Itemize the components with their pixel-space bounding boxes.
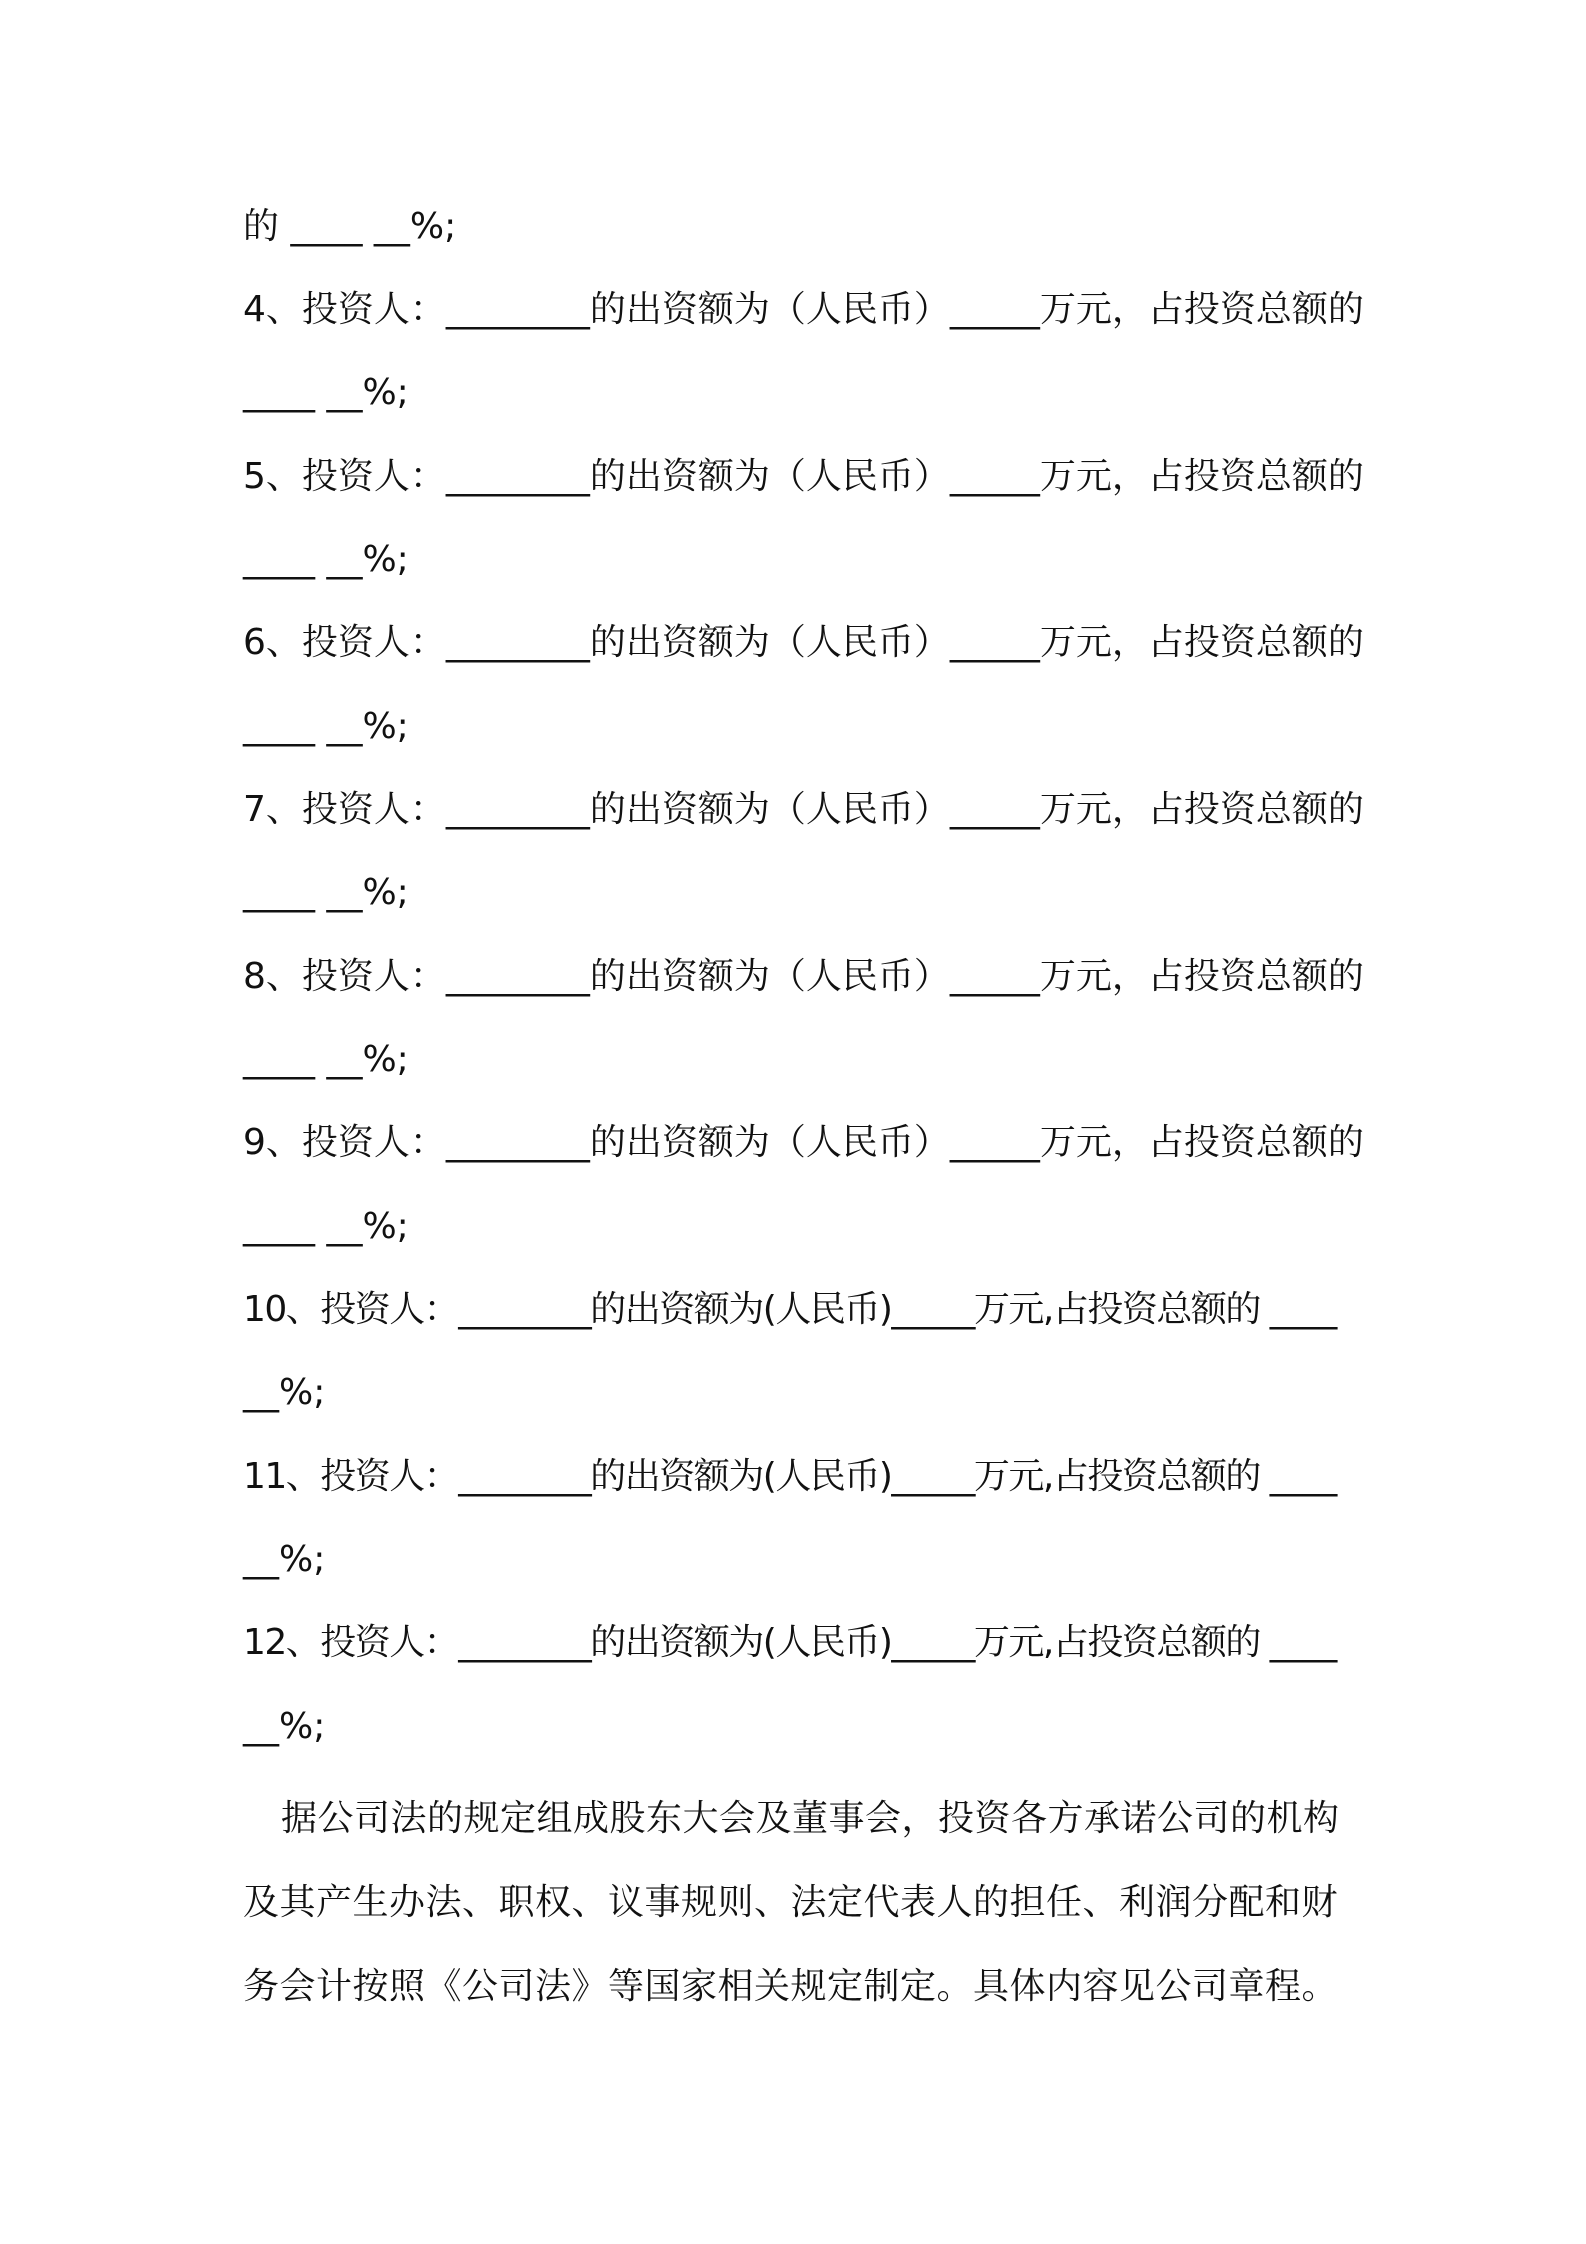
line-investor-7-percent: ____ __%; bbox=[243, 872, 409, 913]
line-investor-6-percent: ____ __%; bbox=[243, 706, 409, 747]
line-investor-5-percent: ____ __%; bbox=[243, 539, 409, 580]
line-investor-11-percent: __%; bbox=[243, 1539, 326, 1580]
line-3-percent-cont: 的 ____ __%; bbox=[243, 206, 457, 247]
line-investor-9: 9、投资人：________的出资额为（人民币）_____万元，占投资总额的 bbox=[243, 1122, 1364, 1163]
line-investor-8-percent: ____ __%; bbox=[243, 1039, 409, 1080]
line-investor-12: 12、投资人：________的出资额为(人民币)_____万元,占投资总额的 ____ bbox=[243, 1622, 1336, 1663]
line-investor-4: 4、投资人：________的出资额为（人民币）_____万元，占投资总额的 bbox=[243, 289, 1364, 330]
line-investor-6: 6、投资人：________的出资额为（人民币）_____万元，占投资总额的 bbox=[243, 622, 1364, 663]
closing-paragraph bbox=[243, 1777, 1363, 2029]
line-investor-10-percent: __%; bbox=[243, 1372, 326, 1413]
line-investor-8: 8、投资人：________的出资额为（人民币）_____万元，占投资总额的 bbox=[243, 956, 1364, 997]
closing-paragraph-text: 据公司法的规定组成股东大会及董事会，投资各方承诺公司的机构及其产生办法、职权、议事规则、法定代表人的担任、利润分配和财务会计按照《公司法》等国家相关规定制定。具体内容见公司章程。 bbox=[243, 1798, 1340, 2007]
line-investor-4-percent: ____ __%; bbox=[243, 372, 409, 413]
line-investor-12-percent: __%; bbox=[243, 1706, 326, 1747]
line-investor-5: 5、投资人：________的出资额为（人民币）_____万元，占投资总额的 bbox=[243, 456, 1364, 497]
line-investor-10: 10、投资人：________的出资额为(人民币)_____万元,占投资总额的 ____ bbox=[243, 1289, 1336, 1330]
line-investor-11: 11、投资人：________的出资额为(人民币)_____万元,占投资总额的 ____ bbox=[243, 1456, 1336, 1497]
line-investor-9-percent: ____ __%; bbox=[243, 1206, 409, 1247]
line-investor-7: 7、投资人：________的出资额为（人民币）_____万元，占投资总额的 bbox=[243, 789, 1364, 830]
